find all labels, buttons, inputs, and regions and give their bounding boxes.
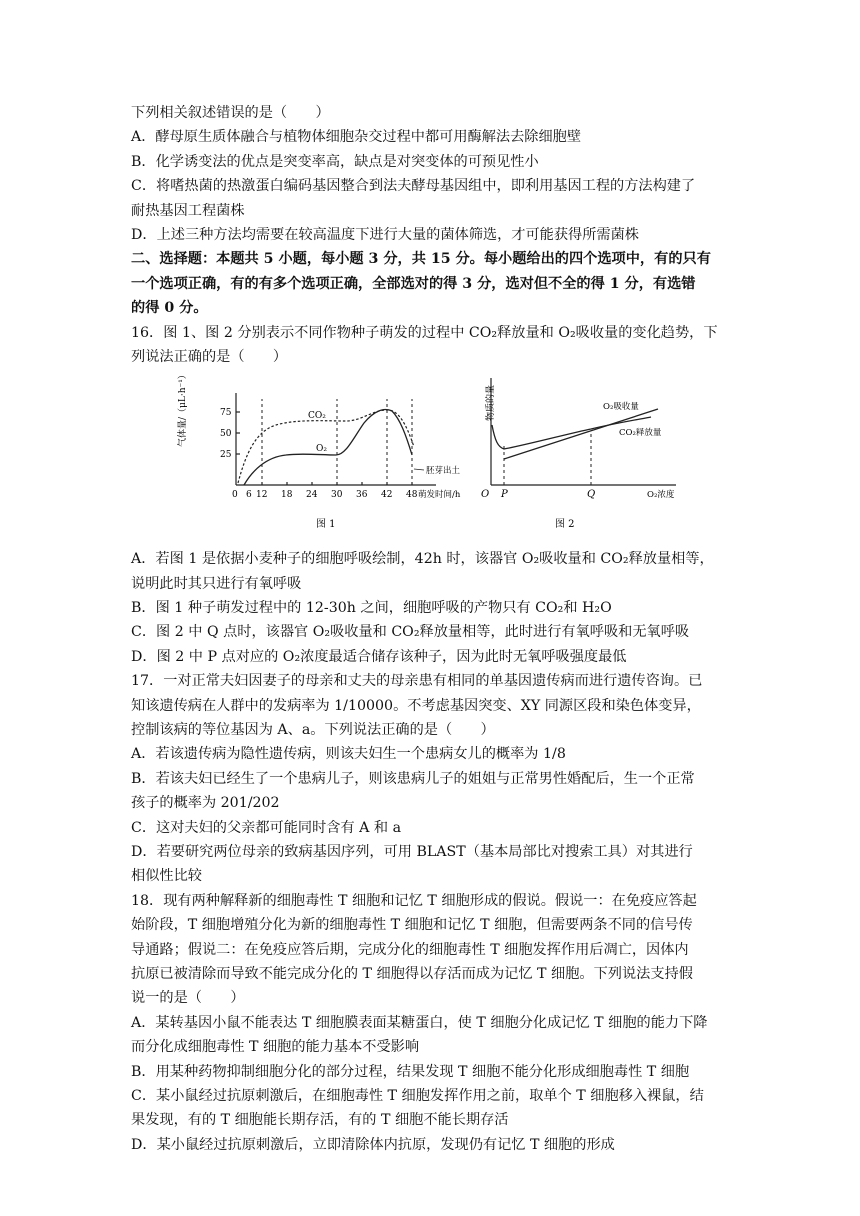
q17-option-d-cont: 相似性比较 bbox=[131, 868, 202, 885]
fig1-ytick: 25 bbox=[220, 450, 232, 461]
section-2-heading-cont: 一个选项正确，有的有多个选项正确，全部选对的得 3 分，选对但不全的得 1 分，有选错 bbox=[131, 275, 696, 292]
fig1-xtick: 18 bbox=[281, 490, 293, 501]
fig2-series-co2: CO₂释放量 bbox=[619, 428, 662, 439]
fig2-x-label: O₂浓度 bbox=[647, 490, 675, 501]
fig1-xtick: 6 bbox=[246, 490, 252, 501]
q18-stem-cont: 说一的是（ ） bbox=[131, 990, 245, 1007]
figure-2 bbox=[471, 373, 681, 543]
q15-option-a: A．酵母原生质体融合与植物体细胞杂交过程中都可用酶解法去除细胞壁 bbox=[131, 129, 582, 146]
q17-option-d: D．若要研究两位母亲的致病基因序列，可用 BLAST（基本局部比对搜索工具）对其进行 bbox=[131, 843, 693, 860]
q18-option-c: C．某小鼠经过抗原刺激后，在细胞毒性 T 细胞发挥作用之前，取单个 T 细胞移入裸鼠，结 bbox=[131, 1087, 704, 1104]
fig1-xtick: 36 bbox=[356, 490, 368, 501]
fig1-caption: 图 1 bbox=[316, 519, 336, 531]
q18-option-b: B．用某种药物抑制细胞分化的部分过程，结果发现 T 细胞不能分化形成细胞毒性 T 细胞 bbox=[131, 1063, 690, 1080]
fig2-caption: 图 2 bbox=[555, 519, 575, 531]
fig1-ytick: 50 bbox=[220, 429, 232, 440]
q18-stem-cont: 导通路；假说二：在免疫应答后期，完成分化的细胞毒性 T 细胞发挥作用后凋亡，因体内 bbox=[131, 941, 689, 958]
fig1-xtick: 24 bbox=[306, 490, 318, 501]
q15-option-d: D．上述三种方法均需要在较高温度下进行大量的菌体筛选，才可能获得所需菌株 bbox=[131, 226, 639, 243]
q18-stem-cont: 始阶段，T 细胞增殖分化为新的细胞毒性 T 细胞和记忆 T 细胞，但需要两条不同的信号传 bbox=[131, 917, 693, 934]
fig2-origin: O bbox=[481, 489, 490, 501]
section-2-heading-cont: 的得 0 分。 bbox=[131, 300, 208, 317]
q18-stem-cont: 抗原已被清除而导致不能完成分化的 T 细胞得以存活而成为记忆 T 细胞。下列说法支持假 bbox=[131, 965, 693, 982]
q18-option-d: D．某小鼠经过抗原刺激后，立即清除体内抗原，发现仍有记忆 T 细胞的形成 bbox=[131, 1136, 615, 1153]
q17-stem-cont: 控制该病的等位基因为 A、a。下列说法正确的是（ ） bbox=[131, 722, 495, 739]
fig1-series-co2: CO₂ bbox=[308, 411, 326, 422]
q17-option-b: B．若该夫妇已经生了一个患病儿子，则该患病儿子的姐姐与正常男性婚配后，生一个正常 bbox=[131, 770, 695, 787]
q16-stem-cont: 列说法正确的是（ ） bbox=[131, 348, 288, 365]
fig2-point-p: P bbox=[501, 489, 508, 501]
fig1-y-label: 气体量/（μL·h⁻¹） bbox=[178, 370, 188, 448]
fig2-y-label: 物质的量 bbox=[486, 385, 496, 422]
q17-option-b-cont: 孩子的概率为 201/202 bbox=[131, 795, 280, 812]
fig1-xtick: 48 bbox=[406, 490, 418, 501]
q16-option-a-cont: 说明此时其只进行有氧呼吸 bbox=[131, 575, 302, 592]
q18-stem: 18．现有两种解释新的细胞毒性 T 细胞和记忆 T 细胞形成的假说。假说一：在免疫应答起 bbox=[131, 892, 697, 909]
q18-option-a: A．某转基因小鼠不能表达 T 细胞膜表面某糖蛋白，使 T 细胞分化成记忆 T 细胞的能力下降 bbox=[131, 1014, 708, 1031]
q16-stem: 16．图 1、图 2 分别表示不同作物种子萌发的过程中 CO₂释放量和 O₂吸收量的变化趋势，下 bbox=[131, 324, 718, 341]
q17-option-a: A．若该遗传病为隐性遗传病，则该夫妇生一个患病女儿的概率为 1/8 bbox=[131, 746, 566, 763]
fig1-xtick: 30 bbox=[331, 490, 343, 501]
q17-stem-cont: 知该遗传病在人群中的发病率为 1/10000。不考虑基因突变、XY 同源区段和染色体变异， bbox=[131, 697, 701, 714]
fig1-series-o2: O₂ bbox=[316, 444, 327, 455]
figure-1 bbox=[178, 370, 476, 543]
fig1-x-label: 萌发时间/h bbox=[418, 490, 461, 501]
fig1-xtick: 42 bbox=[381, 490, 393, 501]
q15-option-c: C．将嗜热菌的热激蛋白编码基因整合到法夫酵母基因组中，即利用基因工程的方法构建了 bbox=[131, 178, 696, 195]
fig2-point-q: Q bbox=[587, 489, 596, 501]
q15-option-c-cont: 耐热基因工程菌株 bbox=[131, 202, 245, 219]
q17-stem: 17．一对正常夫妇因妻子的母亲和丈夫的母亲患有相同的单基因遗传病而进行遗传咨询。已 bbox=[131, 673, 703, 690]
q16-option-c: C．图 2 中 Q 点时，该器官 O₂吸收量和 CO₂释放量相等，此时进行有氧呼吸和无氧呼吸 bbox=[131, 624, 690, 641]
fig1-xtick: 12 bbox=[256, 490, 268, 501]
q18-option-c-cont: 果发现，有的 T 细胞能长期存活，有的 T 细胞不能长期存活 bbox=[131, 1112, 509, 1129]
q18-option-a-cont: 而分化成细胞毒性 T 细胞的能力基本不受影响 bbox=[131, 1039, 420, 1056]
page-content bbox=[131, 101, 731, 1157]
fig1-annotation: 胚芽出土 bbox=[426, 466, 461, 477]
q16-option-b: B．图 1 种子萌发过程中的 12-30h 之间，细胞呼吸的产物只有 CO₂和 H₂O bbox=[131, 600, 612, 617]
q15-stem: 下列相关叙述错误的是（ ） bbox=[131, 105, 330, 121]
fig1-ytick: 75 bbox=[220, 408, 232, 419]
fig2-series-o2: O₂吸收量 bbox=[603, 402, 639, 413]
q15-option-b: B．化学诱变法的优点是突变率高，缺点是对突变体的可预见性小 bbox=[131, 153, 539, 170]
q17-option-c: C．这对夫妇的父亲都可能同时含有 A 和 a bbox=[131, 819, 402, 836]
q16-figures bbox=[131, 370, 731, 543]
q16-option-a: A．若图 1 是依据小麦种子的细胞呼吸绘制，42h 时，该器官 O₂吸收量和 CO₂释放量相等， bbox=[131, 551, 714, 568]
fig1-xtick: 0 bbox=[232, 490, 238, 501]
section-2-heading: 二、选择题：本题共 5 小题，每小题 3 分，共 15 分。每小题给出的四个选项中，有的只有 bbox=[131, 251, 711, 268]
q16-option-d: D．图 2 中 P 点对应的 O₂浓度最适合储存该种子，因为此时无氧呼吸强度最低 bbox=[131, 648, 627, 665]
